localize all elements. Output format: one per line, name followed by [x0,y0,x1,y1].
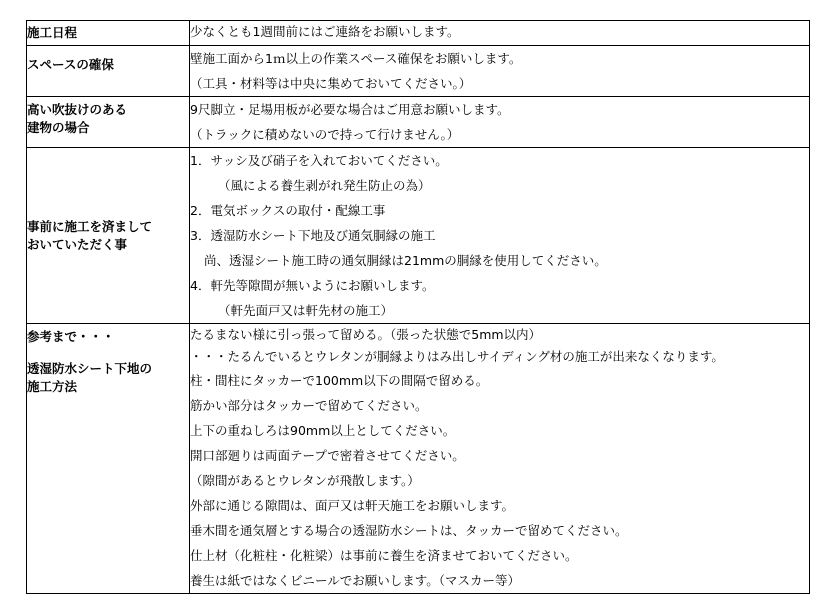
content-line: 柱・間柱にタッカーで100mm以下の間隔で留める。 [190,373,489,388]
label-line: 透湿防水シート下地の [27,361,153,376]
content-line: 少なくとも1週間前にはご連絡をお願いします。 [190,24,460,39]
content-line: 開口部廻りは両面テープで密着させてください。 [190,448,465,463]
content-line: （隙間があるとウレタンが飛散します。） [190,473,420,488]
table-row-space [27,46,810,97]
content-line: ・・・たるんでいるとウレタンが胴縁よりはみ出しサイディング材の施工が出来なくなります。 [190,349,724,364]
content-line: 外部に通じる隙間は、面戸又は軒天施工をお願いします。 [190,498,515,513]
label-line: スペースの確保 [27,57,114,72]
label-line: 施工方法 [27,379,78,394]
row-content [190,324,810,594]
table-row-method [27,324,810,594]
content-line: （トラックに積めないので持って行けません。） [190,127,460,142]
row-label [27,21,190,46]
row-label [27,46,190,97]
label-spacer [27,346,189,360]
content-line: （軒先面戸又は軒先材の施工） [218,303,394,318]
table-row-schedule [27,21,810,46]
content-line: 9尺脚立・足場用板が必要な場合はご用意お願いします。 [190,102,510,117]
content-line: 仕上材（化粧柱・化粧梁）は事前に養生を済ませておいてください。 [190,548,578,563]
table-row-prior-work [27,148,810,324]
label-line: 参考まで・・・ [27,329,115,344]
label-line: 高い吹抜けのある [27,102,128,117]
content-line: （風による養生剥がれ発生防止の為） [218,178,431,193]
content-line: 1．サッシ及び硝子を入れておいてください。 [190,153,448,168]
row-content [190,46,810,97]
content-line: 尚、透湿シート施工時の通気胴縁は21mmの胴縁を使用してください。 [204,253,607,268]
construction-requirements-table [26,20,810,594]
label-line: 施工日程 [27,25,78,40]
label-line: 事前に施工を済まして [27,218,153,234]
content-line: 垂木間を通気層とする場合の透湿防水シートは、タッカーで留めてください。 [190,523,628,538]
content-line: 壁施工面から1ｍ以上の作業スペース確保をお願いします。 [190,51,522,66]
row-label [27,324,190,594]
content-line: 2．電気ボックスの取付・配線工事 [190,203,386,218]
row-content [190,148,810,324]
table-row-high-ceiling [27,97,810,148]
content-line: （工具・材料等は中央に集めておいてください。） [190,76,472,91]
content-line: 上下の重ねしろは90mm以上としてください。 [190,423,456,438]
row-content [190,21,810,46]
content-line: 養生は紙ではなくビニールでお願いします。（マスカー等） [190,573,521,588]
row-label [27,148,190,324]
label-line: おいていただく事 [27,236,128,252]
content-line: 3．透湿防水シート下地及び通気胴縁の施工 [190,228,436,243]
content-line: 4．軒先等隙間が無いようにお願いします。 [190,278,435,293]
content-line: 筋かい部分はタッカーで留めてください。 [190,398,428,413]
row-content [190,97,810,148]
label-line: 建物の場合 [27,120,90,135]
row-label [27,97,190,148]
content-line: たるまない様に引っ張って留める。（張った状態で5mm以内） [190,327,542,342]
